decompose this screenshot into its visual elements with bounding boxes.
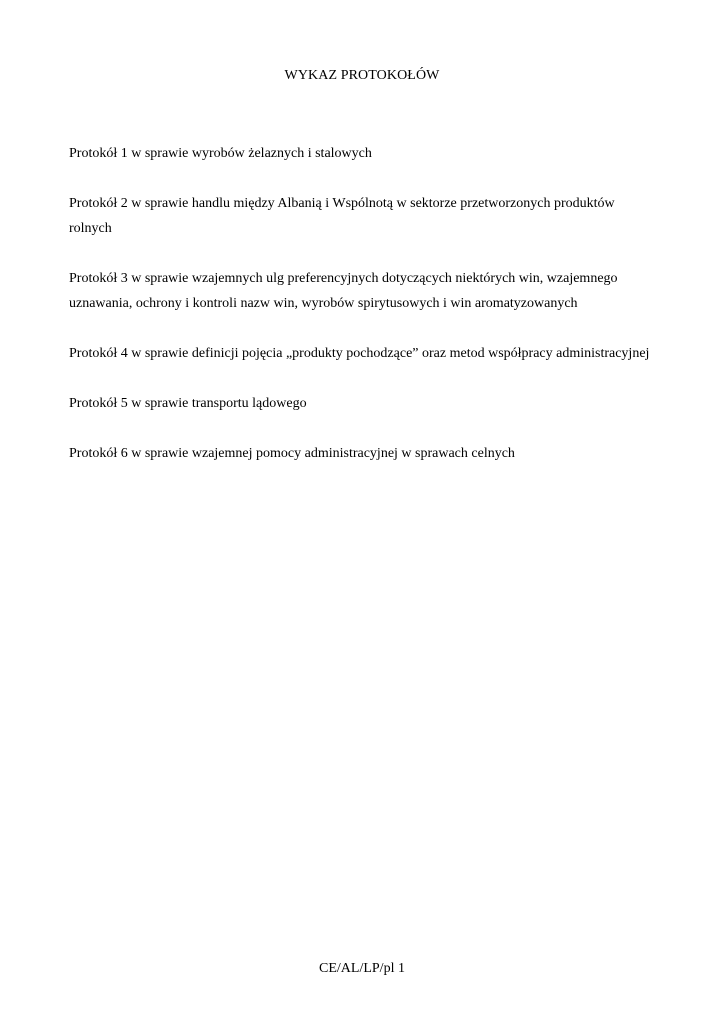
protocol-item-2: Protokół 2 w sprawie handlu między Albanią i Wspólnotą w sektorze przetworzonych produktów rolnych [69, 196, 615, 236]
protocol-item-3: Protokół 3 w sprawie wzajemnych ulg preferencyjnych dotyczących niektórych win, wzajemnego uznawania, ochrony i kontroli nazw win, wyrobów spirytusowych i win aromatyzowanych [69, 271, 618, 311]
protocol-list [69, 141, 655, 491]
page-title: WYKAZ PROTOKOŁÓW [284, 68, 440, 83]
protocol-item-6: Protokół 6 w sprawie wzajemnej pomocy administracyjnej w sprawach celnych [69, 446, 515, 461]
protocol-item-1: Protokół 1 w sprawie wyrobów żelaznych i stalowych [69, 146, 372, 161]
page-footer-reference: CE/AL/LP/pl 1 [319, 961, 405, 976]
protocol-item-4: Protokół 4 w sprawie definicji pojęcia „produkty pochodzące” oraz metod współpracy administracyjnej [69, 346, 650, 361]
protocol-item-5: Protokół 5 w sprawie transportu lądowego [69, 396, 307, 411]
